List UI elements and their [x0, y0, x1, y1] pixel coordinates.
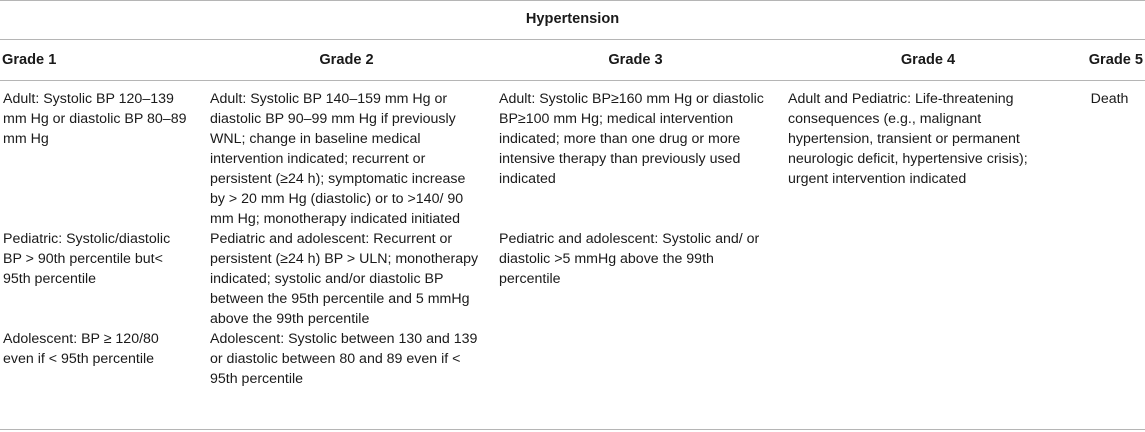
table-cell: Adult and Pediatric: Life-threatening consequences (e.g., malignant hypertension, transient or permanent neurologic deficit, hypertensive crisis); urgent intervention indicated [788, 91, 1028, 187]
table-cell: Adult: Systolic BP≥160 mm Hg or diastolic BP≥100 mm Hg; medical intervention indicated; more than one drug or more intensive therapy than previously used indicated [499, 91, 764, 187]
table-row-adult [0, 81, 1145, 230]
table-cell [1076, 229, 1145, 329]
table-cell: Pediatric: Systolic/diastolic BP > 90th percentile but< 95th percentile [3, 231, 171, 287]
table-cell [780, 329, 1076, 389]
table-cell: Death [1090, 91, 1129, 107]
table-cell: Pediatric and adolescent: Recurrent or persistent (≥24 h) BP > ULN; monotherapy indicated; systolic and/or diastolic BP between the 95th percentile and 5 mmHg above the 99th percentile [210, 231, 479, 327]
table-cell: Adolescent: Systolic between 130 and 139 or diastolic between 80 and 89 even if < 95th percentile [210, 331, 478, 387]
header-grade-3: Grade 3 [491, 40, 780, 81]
table-row-pediatric [0, 229, 1145, 329]
table-cell: Adult: Systolic BP 120–139 mm Hg or diastolic BP 80–89 mm Hg [3, 91, 187, 147]
table-cell: Pediatric and adolescent: Systolic and/ or diastolic >5 mmHg above the 99th percentile [499, 231, 760, 287]
table-cell [1076, 329, 1145, 389]
table-cell [491, 329, 780, 389]
table-header-row [0, 40, 1145, 81]
header-grade-1: Grade 1 [0, 40, 202, 81]
header-grade-2: Grade 2 [202, 40, 491, 81]
table-title-row [0, 1, 1145, 40]
table-cell [780, 229, 1076, 329]
table-bottom-rule [0, 429, 1145, 430]
header-grade-4: Grade 4 [780, 40, 1076, 81]
table-cell: Adolescent: BP ≥ 120/80 even if < 95th percentile [3, 331, 159, 367]
table-cell: Adult: Systolic BP 140–159 mm Hg or diastolic BP 90–99 mm Hg if previously WNL; change in baseline medical intervention indicated; recurrent or persistent (≥24 h); symptomatic increase by > 20 mm Hg (diastolic) or to >140/ 90 mm Hg; monotherapy indicated initiated [210, 91, 466, 227]
table-row-adolescent [0, 329, 1145, 389]
table-title: Hypertension [0, 1, 1145, 40]
header-grade-5: Grade 5 [1076, 40, 1145, 81]
